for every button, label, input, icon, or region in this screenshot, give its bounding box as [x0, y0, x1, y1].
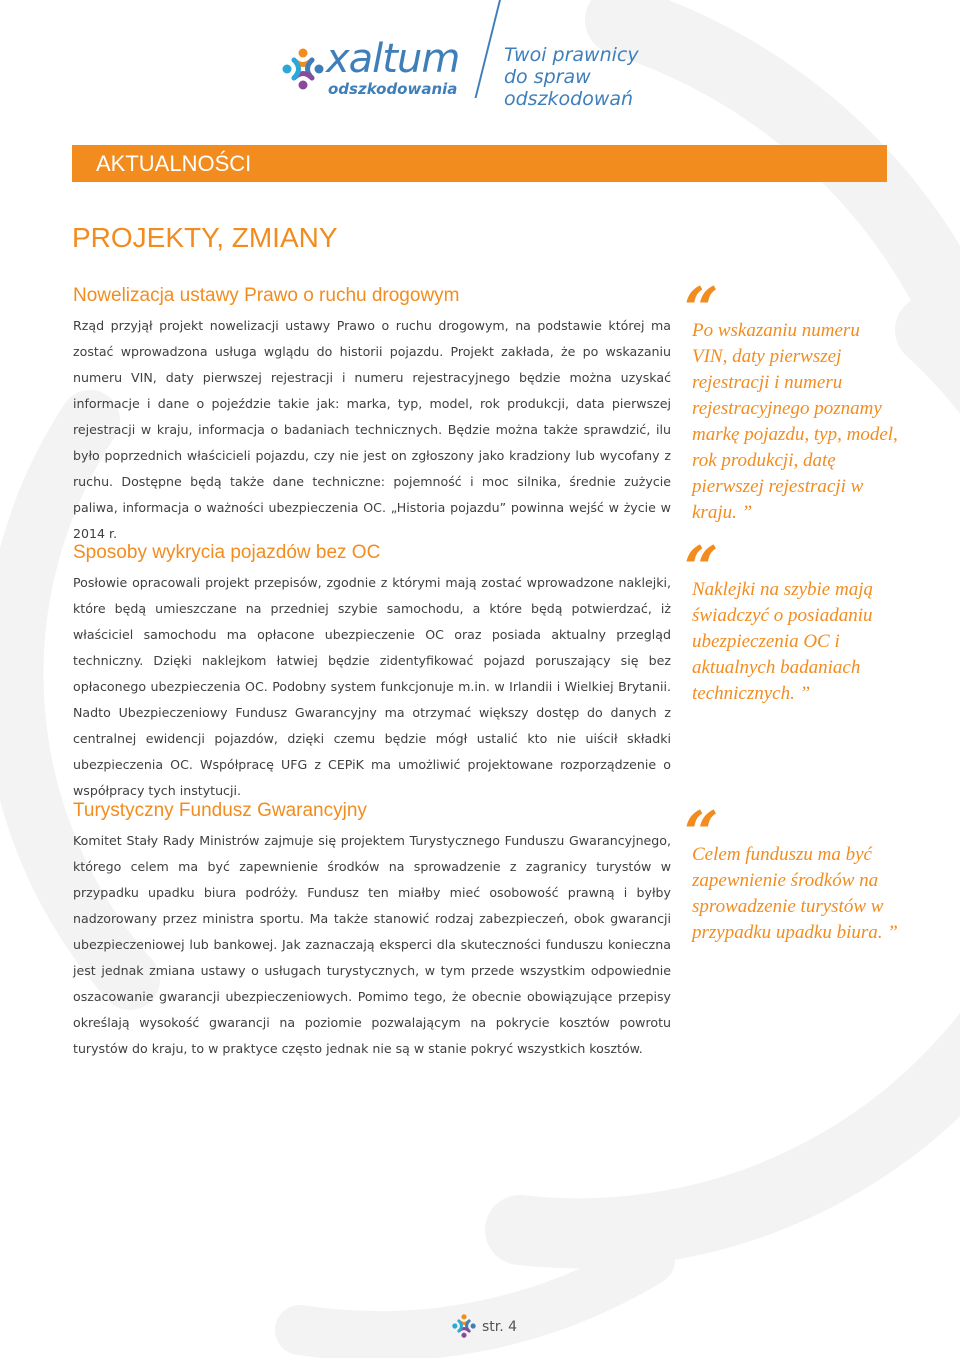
- article-turystyczny-fundusz: [73, 800, 671, 1062]
- tagline-line-1: Twoi prawnicy: [504, 44, 639, 66]
- quote-mark-icon: “: [684, 799, 719, 869]
- article-body: Rząd przyjął projekt nowelizacji ustawy Prawo o ruchu drogowym, na podstawie której ma zostać wprowadzona usługa wglądu do historii pojazdu. Projekt zakłada, że po wskazaniu numeru VIN, daty pierwszej rejestracji i numeru rejestracyjnego będzie można uzyskać informacje i dane o pojeździe takie jak: marka, typ, model, rok produkcji, data pierwszej rejestracji w kraju, informacja o badaniach technicznych. Będzie można także sprawdzić, ilu było poprzednich właścicieli pojazdu, czy nie jest on zgłoszony jako kradziony lub wycofany z ruchu. Dostępne będą także dane techniczne: pojemność i moc silnika, średnie zużycie paliwa, informacja o ważności ubezpieczenia OC. „Historia pojazdu” powinna wejść w życie w 2014 r.: [73, 318, 671, 541]
- banner-label: AKTUALNOŚCI: [96, 151, 252, 176]
- brand-subtitle: odszkodowania: [328, 80, 458, 98]
- article-sposoby-oc: [73, 542, 671, 804]
- page-title: PROJEKTY, ZMIANY: [72, 222, 338, 253]
- pull-quote-text: Celem funduszu ma być zapewnienie środków na sprowadzenie turystów w przypadku upadku biura. ”: [692, 844, 898, 943]
- brand-name: xaltum: [326, 36, 460, 82]
- article-nowelizacja: [73, 285, 671, 547]
- pull-quote-2: [684, 534, 899, 707]
- page-number: str. 4: [482, 1319, 518, 1335]
- footer-logo-icon: [452, 1314, 476, 1338]
- pull-quote-3: [684, 799, 899, 946]
- pull-quote-1: [684, 275, 899, 526]
- tagline-line-2: do spraw odszkodowań: [504, 66, 634, 110]
- logo-people-icon: [282, 48, 324, 90]
- pull-quote-text: Naklejki na szybie mają świadczyć o posiadaniu ubezpieczenia OC i aktualnych badaniach technicznych. ”: [692, 579, 873, 704]
- article-title: Nowelizacja ustawy Prawo o ruchu drogowym: [73, 285, 460, 306]
- article-body: Posłowie opracowali projekt przepisów, zgodnie z którymi mają zostać wprowadzone naklejki, które będą umieszczane na przedniej szybie samochodu, a które będą potwierdzać, iż właściciel samochodu ma opłacone ubezpieczenie OC oraz posiada aktualny przegląd techniczny. Dzięki naklejkom łatwiej będzie zidentyfikować pojazd poruszający się bez opłaconego ubezpieczenia OC. Podobny system funkcjonuje m.in. w Irlandii i Wielkiej Brytanii. Nadto Ubezpieczeniowy Fundusz Gwarancyjny ma otrzymać większy dostęp do danych z centralnej ewidencji pojazdów, dzięki czemu będzie mógł ustalić kto nie uiścił składki ubezpieczenia OC. Współpracę UFG z CEPiK ma umożliwić projektowane rozporządzenie o współpracy tych instytucji.: [73, 575, 671, 798]
- quote-mark-icon: “: [684, 534, 719, 604]
- article-title: Turystyczny Fundusz Gwarancyjny: [73, 800, 367, 821]
- article-title: Sposoby wykrycia pojazdów bez OC: [73, 542, 381, 563]
- tagline: [504, 44, 682, 110]
- header-logo: [282, 36, 682, 110]
- section-banner: [72, 145, 887, 182]
- article-body: Komitet Stały Rady Ministrów zajmuje się projektem Turystycznego Funduszu Gwarancyjnego, którego celem ma być zapewnienie środków na sprowadzenie z zagranicy turystów w przypadku upadku biura podróży. Fundusz ten miałby mieć osobowość prawną i byłby nadzorowany przez ministra sportu. Ma także stanowić rodzaj zabezpieczeń, obok gwarancji ubezpieczeniowej lub bankowej. Jak zaznaczają eksperci dla skuteczności funduszu konieczna jest jednak zmiana ustawy o usługach turystycznych, w tym przede wszystkim odpowiednie oszacowanie gwarancji ubezpieczeniowych. Pomimo tego, że obecnie obowiązujące przepisy określają wysokość gwarancji na poziomie pozwalającym na pokrycie kosztów powrotu turystów do kraju, to w praktyce często jednak nie są w stanie pokryć wszystkich kosztów.: [73, 833, 671, 1056]
- pull-quote-text: Po wskazaniu numeru VIN, daty pierwszej rejestracji i numeru rejestracyjnego poznamy markę pojazdu, typ, model, rok produkcji, datę pierwszej rejestracji w kraju. ”: [692, 320, 898, 523]
- quote-mark-icon: “: [684, 275, 719, 345]
